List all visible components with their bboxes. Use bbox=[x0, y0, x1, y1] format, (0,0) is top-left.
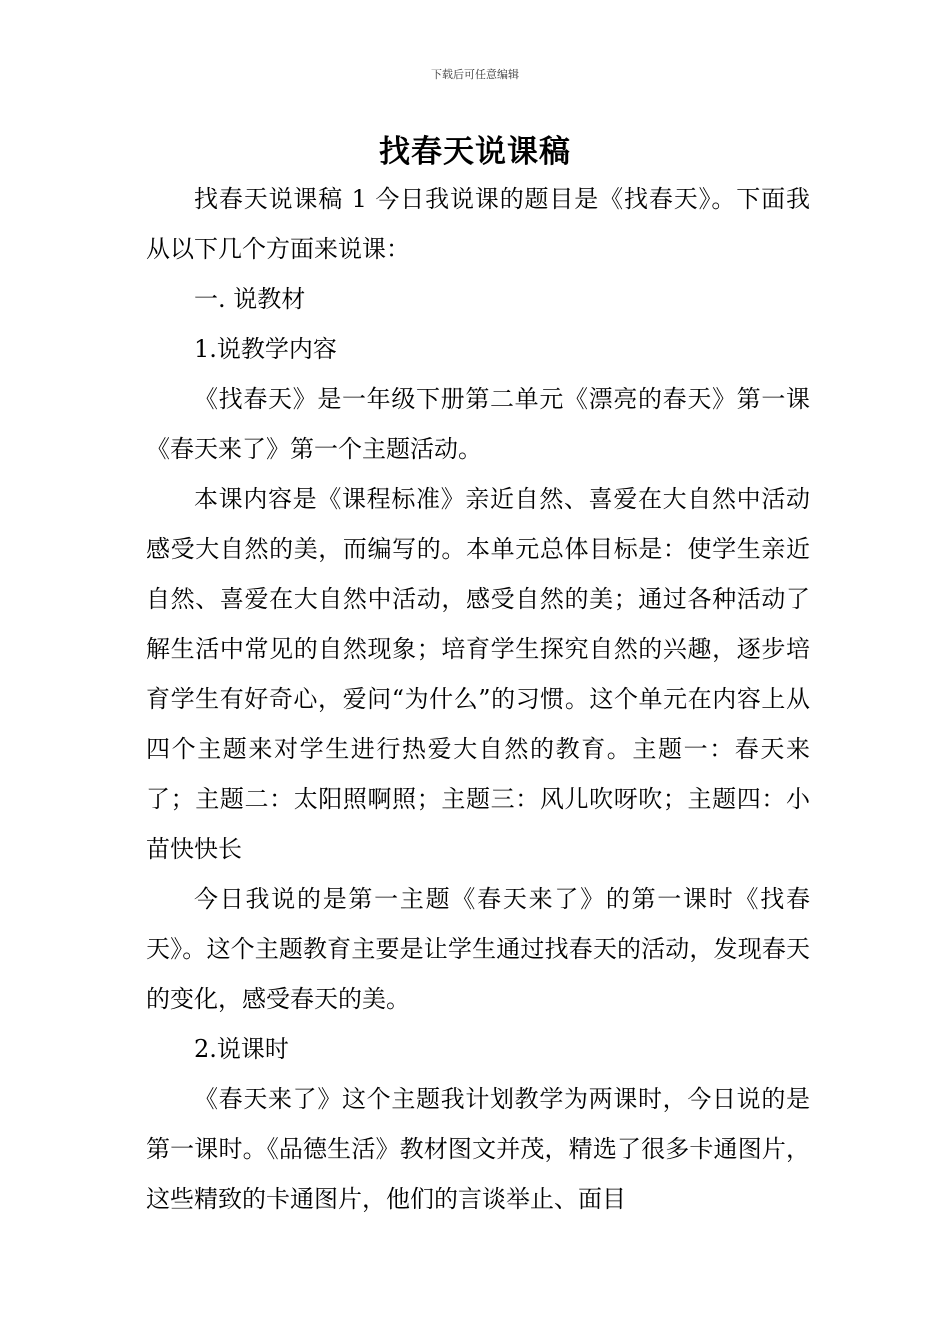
paragraph-intro: 找春天说课稿 1 今日我说课的题目是《找春天》。下面我从以下几个方面来说课： bbox=[146, 185, 810, 263]
heading-section-one: 一. 说教材 bbox=[194, 285, 306, 313]
heading-class-hours: 2.说课时 bbox=[194, 1035, 289, 1063]
paragraph-unit-goals: 本课内容是《课程标准》亲近自然、喜爱在大自然中活动感受大自然的美，而编写的。本单元总体目标是：使学生亲近自然、喜爱在大自然中活动，感受自然的美；通过各种活动了解生活中常见的自然现象；培育学生探究自然的兴趣，逐步培育学生有好奇心，爱问“为什么”的习惯。这个单元在内容上从四个主题来对学生进行热爱大自然的教育。主题一：春天来了；主题二：太阳照啊照；主题三：风儿吹呀吹；主题四：小苗快快长 bbox=[146, 485, 810, 863]
paragraph-first-theme: 今日我说的是第一主题《春天来了》的第一课时《找春天》。这个主题教育主要是让学生通过找春天的活动，发现春天的变化，感受春天的美。 bbox=[146, 885, 810, 1013]
paragraph-textbook: 《找春天》是一年级下册第二单元《漂亮的春天》第一课《春天来了》第一个主题活动。 bbox=[146, 385, 810, 463]
paragraph-class-hours: 《春天来了》这个主题我计划教学为两课时，今日说的是第一课时。《品德生活》教材图文并茂，精选了很多卡通图片，这些精致的卡通图片，他们的言谈举止、面目 bbox=[146, 1085, 810, 1213]
document-body bbox=[146, 174, 810, 1224]
document-title: 找春天说课稿 bbox=[379, 134, 571, 170]
header-note: 下载后可任意编辑 bbox=[431, 68, 519, 81]
heading-teaching-content: 1.说教学内容 bbox=[194, 335, 337, 363]
